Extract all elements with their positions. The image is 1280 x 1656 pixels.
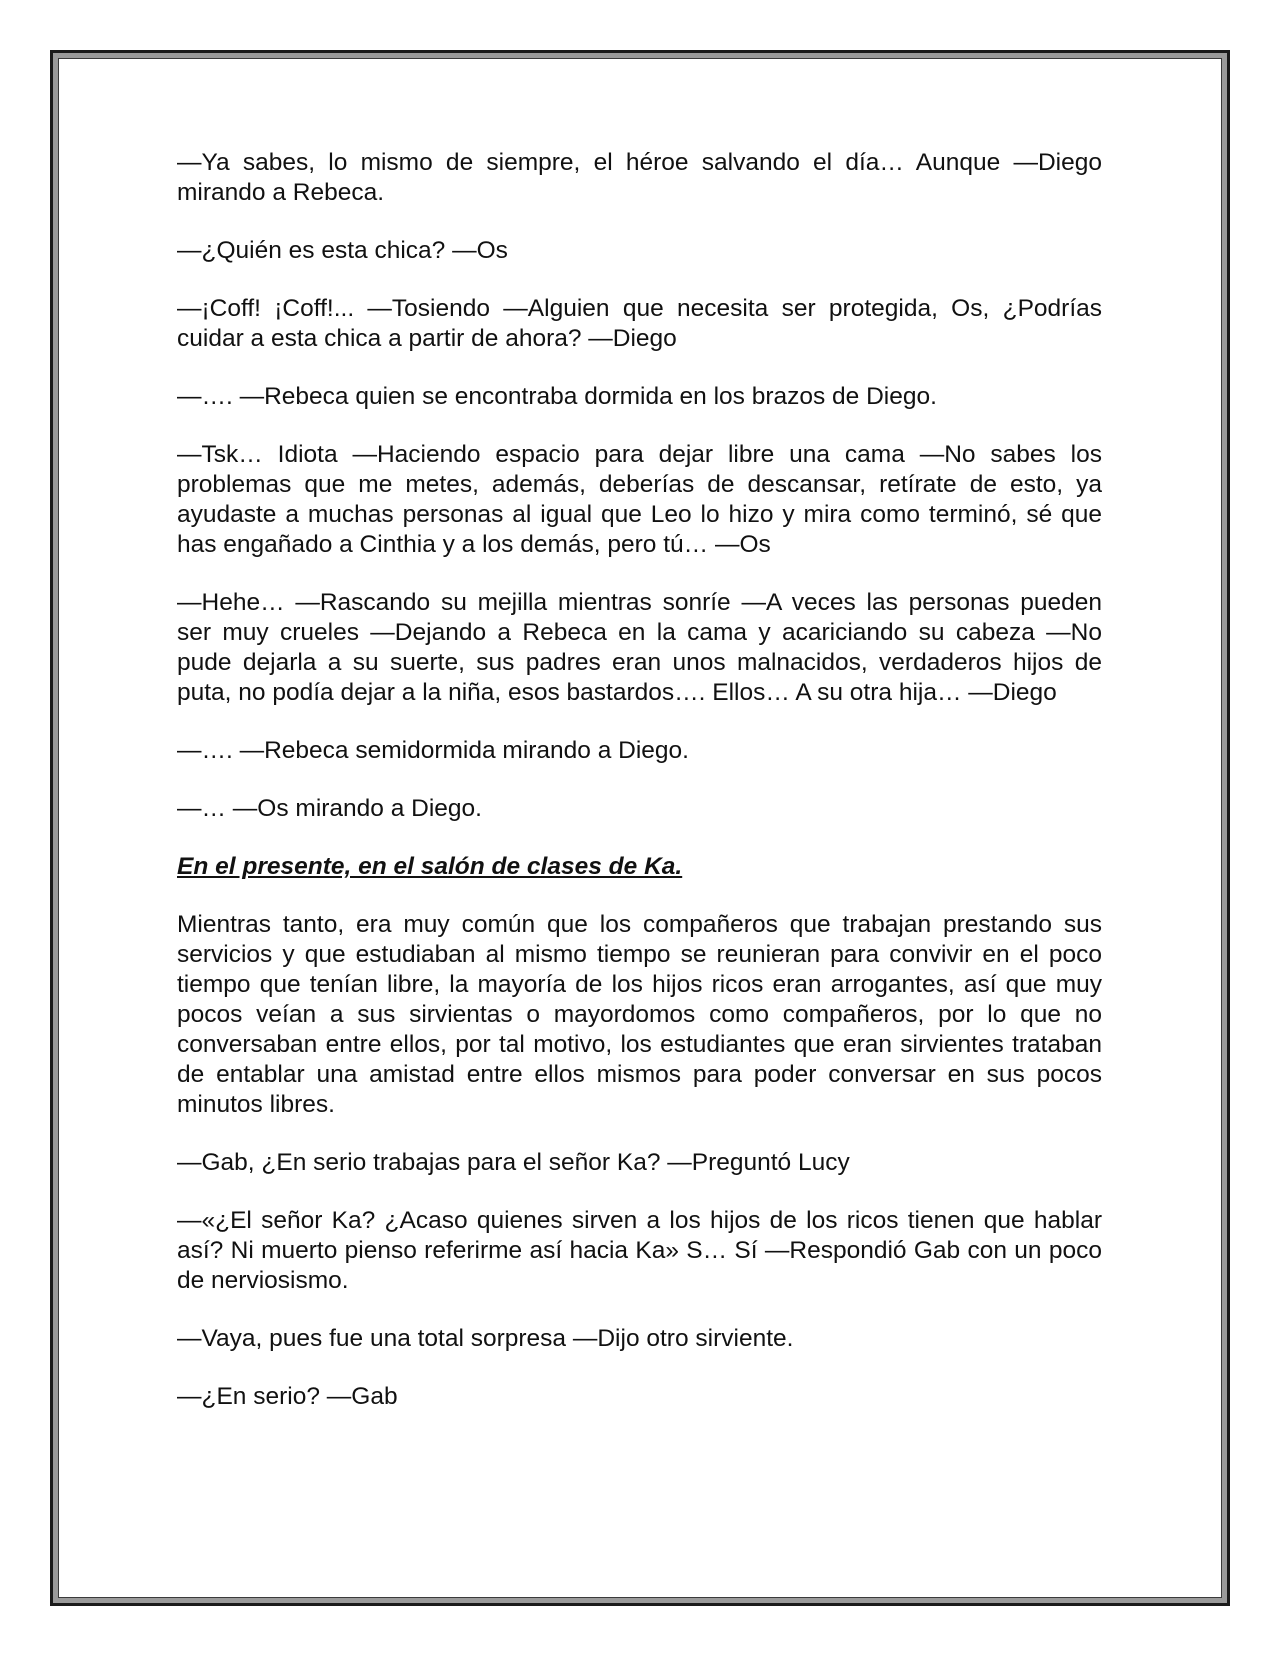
paragraph: —¿Quién es esta chica? —Os [177,237,508,264]
paragraph: —«¿El señor Ka? ¿Acaso quienes sirven a los hijos de los ricos tienen que hablar así? Ni muerto pienso referirme así hacia Ka» S… Sí —Respondió Gab con un poco de nerviosismo. [177,1207,1102,1294]
paragraph: —… —Os mirando a Diego. [177,795,482,822]
paragraph: —…. —Rebeca quien se encontraba dormida en los brazos de Diego. [177,383,937,410]
paragraph: —¡Coff! ¡Coff!... —Tosiendo —Alguien que necesita ser protegida, Os, ¿Podrías cuidar a esta chica a partir de ahora? —Diego [177,295,1102,352]
paragraph: —Vaya, pues fue una total sorpresa —Dijo otro sirviente. [177,1325,794,1352]
paragraph: —Gab, ¿En serio trabajas para el señor Ka? —Preguntó Lucy [177,1149,850,1176]
paragraph: —Ya sabes, lo mismo de siempre, el héroe salvando el día… Aunque —Diego mirando a Rebeca. [177,149,1102,206]
paragraph: —…. —Rebeca semidormida mirando a Diego. [177,737,689,764]
paragraph: Mientras tanto, era muy común que los compañeros que trabajan prestando sus servicios y que estudiaban al mismo tiempo se reunieran para convivir en el poco tiempo que tenían libre, la mayoría de los hijos ricos eran arrogantes, así que muy pocos veían a sus sirvientas o mayordomos como compañeros, por lo que no conversaban entre ellos, por tal motivo, los estudiantes que eran sirvientes trataban de entablar una amistad entre ellos mismos para poder conversar en sus pocos minutos libres. [177,911,1102,1118]
section-heading: En el presente, en el salón de clases de Ka. [177,853,683,880]
paragraph: —¿En serio? —Gab [177,1383,398,1410]
document-body [177,148,1102,1440]
paragraph: —Tsk… Idiota —Haciendo espacio para dejar libre una cama —No sabes los problemas que me metes, además, deberías de descansar, retírate de esto, ya ayudaste a muchas personas al igual que Leo lo hizo y mira como terminó, sé que has engañado a Cinthia y a los demás, pero tú… —Os [177,441,1102,558]
paragraph: —Hehe… —Rascando su mejilla mientras sonríe —A veces las personas pueden ser muy crueles —Dejando a Rebeca en la cama y acariciando su cabeza —No pude dejarla a su suerte, sus padres eran unos malnacidos, verdaderos hijos de puta, no podía dejar a la niña, esos bastardos…. Ellos… A su otra hija… —Diego [177,589,1102,706]
